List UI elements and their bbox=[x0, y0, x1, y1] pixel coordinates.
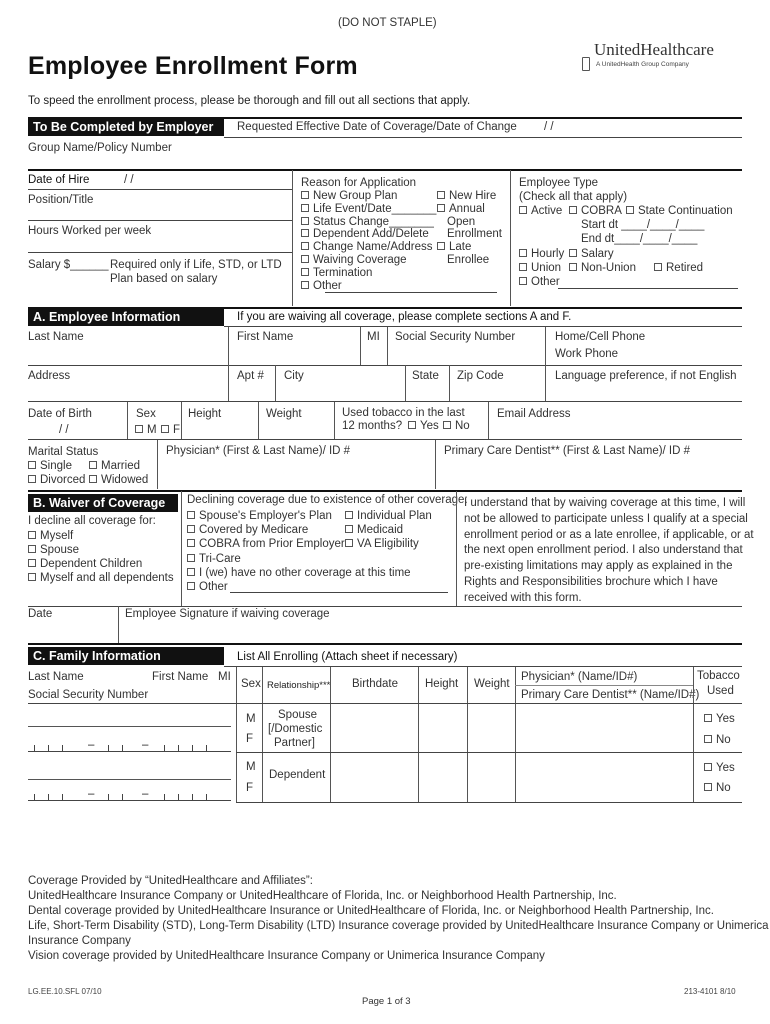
coverage-provided-text: Coverage Provided by “UnitedHealthcare and Affiliates”: UnitedHealthcare Insurance Company or UnitedHealthcare of Florida, Inc. or Neighborhood Health Partnership, Inc. Dental coverage provided by UnitedHealthcare Insurance or UnitedHealthcare of Florida, Inc. or Neighborhood Health Partnership, Inc. Life, Short-Term Disability (STD), Long-Term Disability (LTD) Insurance coverage provided by UnitedHealthcare Insurance Company or Unimerica Insurance Company Vision coverage provided by UnitedHealthcare Insurance Company or Unimerica Insurance Company bbox=[28, 875, 769, 962]
reason-checkbox[interactable]: Annual bbox=[437, 203, 502, 216]
reason-checkbox[interactable]: I (we) have no other coverage at this time bbox=[187, 566, 411, 580]
spouse-relationship-3: Partner] bbox=[274, 737, 315, 749]
tobacco-no-checkbox[interactable]: No bbox=[443, 420, 470, 432]
salary-field[interactable]: Salary $______ bbox=[28, 259, 109, 271]
section-a-header: A. Employee Information bbox=[28, 308, 224, 326]
tobacco-label: Used tobacco in the last bbox=[342, 407, 465, 419]
logo-mark-icon bbox=[582, 57, 590, 71]
spouse-sex-f[interactable]: F bbox=[246, 733, 254, 745]
date-of-hire-field[interactable]: / / bbox=[124, 174, 134, 186]
spouse-relationship: Spouse bbox=[278, 709, 318, 721]
spouse-ssn-field[interactable]: – – bbox=[28, 742, 231, 752]
reason-title: Reason for Application bbox=[301, 177, 417, 189]
spouse-tobacco-yes[interactable]: Yes bbox=[704, 713, 735, 725]
reason-checkbox[interactable]: Covered by Medicare bbox=[187, 523, 411, 537]
widowed-checkbox[interactable]: Widowed bbox=[89, 474, 148, 486]
col-mi: MI bbox=[218, 671, 231, 683]
address-field[interactable]: Address bbox=[28, 370, 71, 382]
tobacco-yes-checkbox[interactable]: Yes bbox=[408, 420, 439, 432]
spouse-relationship-2: [/Domestic bbox=[268, 723, 323, 735]
reason-left-list bbox=[301, 190, 436, 292]
employee-type-title: Employee Type bbox=[519, 177, 599, 189]
reason-checkbox[interactable]: Dependent Add/Delete bbox=[301, 228, 436, 241]
dependent-tobacco-yes[interactable]: Yes bbox=[704, 762, 735, 774]
dependent-tobacco-no[interactable]: No bbox=[704, 782, 731, 794]
reason-checkbox[interactable]: Change Name/Address bbox=[301, 241, 436, 254]
city-field[interactable]: City bbox=[284, 370, 304, 382]
section-c-header: C. Family Information bbox=[28, 647, 224, 665]
email-field[interactable]: Email Address bbox=[497, 408, 571, 420]
section-a-note: If you are waiving all coverage, please complete sections A and F. bbox=[237, 311, 572, 323]
language-field[interactable]: Language preference, if not English bbox=[555, 370, 737, 382]
hourly-checkbox[interactable]: Hourly bbox=[519, 248, 564, 260]
reason-checkbox[interactable]: New Group Plan bbox=[301, 190, 436, 203]
weight-field[interactable]: Weight bbox=[266, 408, 302, 420]
col-ssn: Social Security Number bbox=[28, 689, 149, 701]
effective-date-field[interactable]: / / bbox=[544, 121, 554, 133]
declining-reasons-right bbox=[345, 509, 432, 552]
salary-note-2: Plan based on salary bbox=[110, 273, 218, 285]
divorced-checkbox[interactable]: Divorced bbox=[28, 474, 85, 486]
col-height: Height bbox=[425, 678, 459, 690]
logo-wordmark: UnitedHealthcare bbox=[594, 40, 714, 59]
dependent-ssn-field[interactable]: – – bbox=[28, 791, 231, 801]
date-of-hire-label: Date of Hire bbox=[28, 174, 90, 186]
reason-checkbox[interactable]: Spouse's Employer's Plan bbox=[187, 509, 411, 523]
decline-children-checkbox[interactable]: Dependent Children bbox=[28, 557, 174, 571]
reason-checkbox[interactable]: New Hire bbox=[437, 190, 502, 203]
waiver-statement: I understand that by waiving coverage at this time, I will not be allowed to participate unless I qualify at a special enrollment period or as a late enrollee, if applicable, or at the next open enrollment period. I also understand that pre-existing limitations may apply as explained in the Rights and Responsibilities brochure which I have received with this form. bbox=[464, 497, 754, 604]
employer-section-header: To Be Completed by Employer bbox=[28, 118, 224, 136]
salary-checkbox[interactable]: Salary bbox=[569, 248, 614, 260]
col-last-name: Last Name bbox=[28, 671, 84, 683]
spouse-sex-m[interactable]: M bbox=[246, 713, 256, 725]
reason-checkbox[interactable]: Termination bbox=[301, 267, 436, 280]
page-number: Page 1 of 3 bbox=[362, 996, 411, 1007]
dependent-sex-m[interactable]: M bbox=[246, 761, 256, 773]
section-b-header: B. Waiver of Coverage bbox=[28, 494, 178, 512]
start-date-field[interactable]: Start dt ____/____/____ bbox=[581, 219, 705, 231]
employee-type-sub: (Check all that apply) bbox=[519, 191, 628, 203]
waiver-date-field[interactable]: Date bbox=[28, 608, 53, 620]
apt-field[interactable]: Apt # bbox=[237, 370, 264, 382]
physician-field[interactable]: Physician* (First & Last Name)/ ID # bbox=[166, 445, 351, 457]
col-sex: Sex bbox=[241, 678, 261, 690]
reason-checkbox[interactable]: Late bbox=[437, 241, 502, 254]
col-physician: Physician* (Name/ID#) bbox=[521, 671, 638, 683]
reason-checkbox[interactable]: Status Change_______ bbox=[301, 216, 436, 229]
married-checkbox[interactable]: Married bbox=[89, 460, 140, 472]
decline-spouse-checkbox[interactable]: Spouse bbox=[28, 543, 174, 557]
page-title: Employee Enrollment Form bbox=[28, 52, 358, 80]
declining-reason-title: Declining coverage due to existence of other coverage: bbox=[187, 494, 468, 506]
do-not-staple-note: (DO NOT STAPLE) bbox=[338, 17, 437, 29]
reason-checkbox[interactable]: COBRA from Prior Employer bbox=[187, 537, 411, 551]
col-relationship: Relationship*** bbox=[267, 680, 331, 691]
reason-right-list: New Hire Annual Open Enrollment Late Enrollee bbox=[437, 190, 502, 267]
col-tobacco: Tobacco bbox=[697, 670, 740, 682]
waiver-signature-field[interactable]: Employee Signature if waiving coverage bbox=[125, 608, 330, 620]
document-code: 213-4101 8/10 bbox=[684, 987, 736, 996]
end-date-field[interactable]: End dt____/____/____ bbox=[581, 233, 698, 245]
height-field[interactable]: Height bbox=[188, 408, 222, 420]
col-weight: Weight bbox=[474, 678, 510, 690]
salary-note: Required only if Life, STD, or LTD bbox=[110, 259, 282, 271]
work-phone-field[interactable]: Work Phone bbox=[555, 348, 619, 360]
dependent-sex-f[interactable]: F bbox=[246, 782, 254, 794]
reason-checkbox[interactable]: Other bbox=[301, 280, 436, 293]
position-title-field[interactable]: Position/Title bbox=[28, 194, 94, 206]
tobacco-label-2: 12 months? bbox=[342, 420, 403, 432]
reason-checkbox[interactable]: Tri-Care bbox=[187, 552, 411, 566]
effective-date-label: Requested Effective Date of Coverage/Date of Change bbox=[237, 121, 517, 133]
other-type-checkbox[interactable]: Other bbox=[519, 276, 560, 288]
dob-field[interactable]: / / bbox=[59, 424, 69, 436]
decline-myself-checkbox[interactable]: Myself bbox=[28, 529, 174, 543]
decline-all-checkbox[interactable]: Myself and all dependents bbox=[28, 571, 174, 585]
decline-options bbox=[28, 529, 174, 585]
dependent-relationship: Dependent bbox=[269, 769, 326, 781]
cobra-checkbox[interactable]: COBRA bbox=[569, 205, 622, 217]
marital-status-label: Marital Status bbox=[28, 446, 99, 458]
col-birthdate: Birthdate bbox=[352, 678, 399, 690]
reason-checkbox[interactable]: Other bbox=[187, 580, 411, 594]
sex-label: Sex bbox=[136, 408, 156, 420]
sex-f-checkbox[interactable]: F bbox=[161, 424, 180, 436]
last-name-field[interactable]: Last Name bbox=[28, 331, 84, 343]
retired-checkbox[interactable]: Retired bbox=[654, 262, 703, 274]
home-phone-field[interactable]: Home/Cell Phone bbox=[555, 331, 646, 343]
section-c-note: List All Enrolling (Attach sheet if necessary) bbox=[237, 651, 458, 663]
group-name-field[interactable]: Group Name/Policy Number bbox=[28, 142, 172, 154]
col-dentist: Primary Care Dentist** (Name/ID#) bbox=[521, 689, 700, 701]
first-name-field[interactable]: First Name bbox=[237, 331, 294, 343]
union-checkbox[interactable]: Union bbox=[519, 262, 561, 274]
single-checkbox[interactable]: Single bbox=[28, 460, 72, 472]
form-code: LG.EE.10.SFL 07/10 bbox=[28, 987, 102, 996]
ssn-field[interactable]: Social Security Number bbox=[395, 331, 516, 343]
reason-checkbox[interactable]: Individual Plan bbox=[345, 509, 432, 523]
dentist-field[interactable]: Primary Care Dentist** (First & Last Name)/ ID # bbox=[444, 445, 691, 457]
hours-per-week-field[interactable]: Hours Worked per week bbox=[28, 225, 152, 237]
company-logo bbox=[582, 40, 714, 68]
decline-for-label: I decline all coverage for: bbox=[28, 515, 156, 527]
state-continuation-checkbox[interactable]: State Continuation bbox=[626, 205, 733, 217]
mi-field[interactable]: MI bbox=[367, 331, 380, 343]
dob-label: Date of Birth bbox=[28, 408, 92, 420]
spouse-tobacco-no[interactable]: No bbox=[704, 734, 731, 746]
col-first-name: First Name bbox=[152, 671, 209, 683]
reason-checkbox[interactable]: Waiving Coverage bbox=[301, 254, 436, 267]
col-tobacco-used: Used bbox=[707, 685, 734, 697]
active-checkbox[interactable]: Active bbox=[519, 205, 562, 217]
zip-field[interactable]: Zip Code bbox=[457, 370, 504, 382]
instructions-text: To speed the enrollment process, please be thorough and fill out all sections that apply. bbox=[28, 95, 471, 107]
sex-m-checkbox[interactable]: M bbox=[135, 424, 157, 436]
logo-tagline: A UnitedHealth Group Company bbox=[596, 61, 689, 68]
reason-checkbox[interactable]: Life Event/Date_______ bbox=[301, 203, 436, 216]
non-union-checkbox[interactable]: Non-Union bbox=[569, 262, 636, 274]
state-field[interactable]: State bbox=[412, 370, 439, 382]
reason-checkbox[interactable]: VA Eligibility bbox=[345, 537, 432, 551]
reason-checkbox[interactable]: Medicaid bbox=[345, 523, 432, 537]
